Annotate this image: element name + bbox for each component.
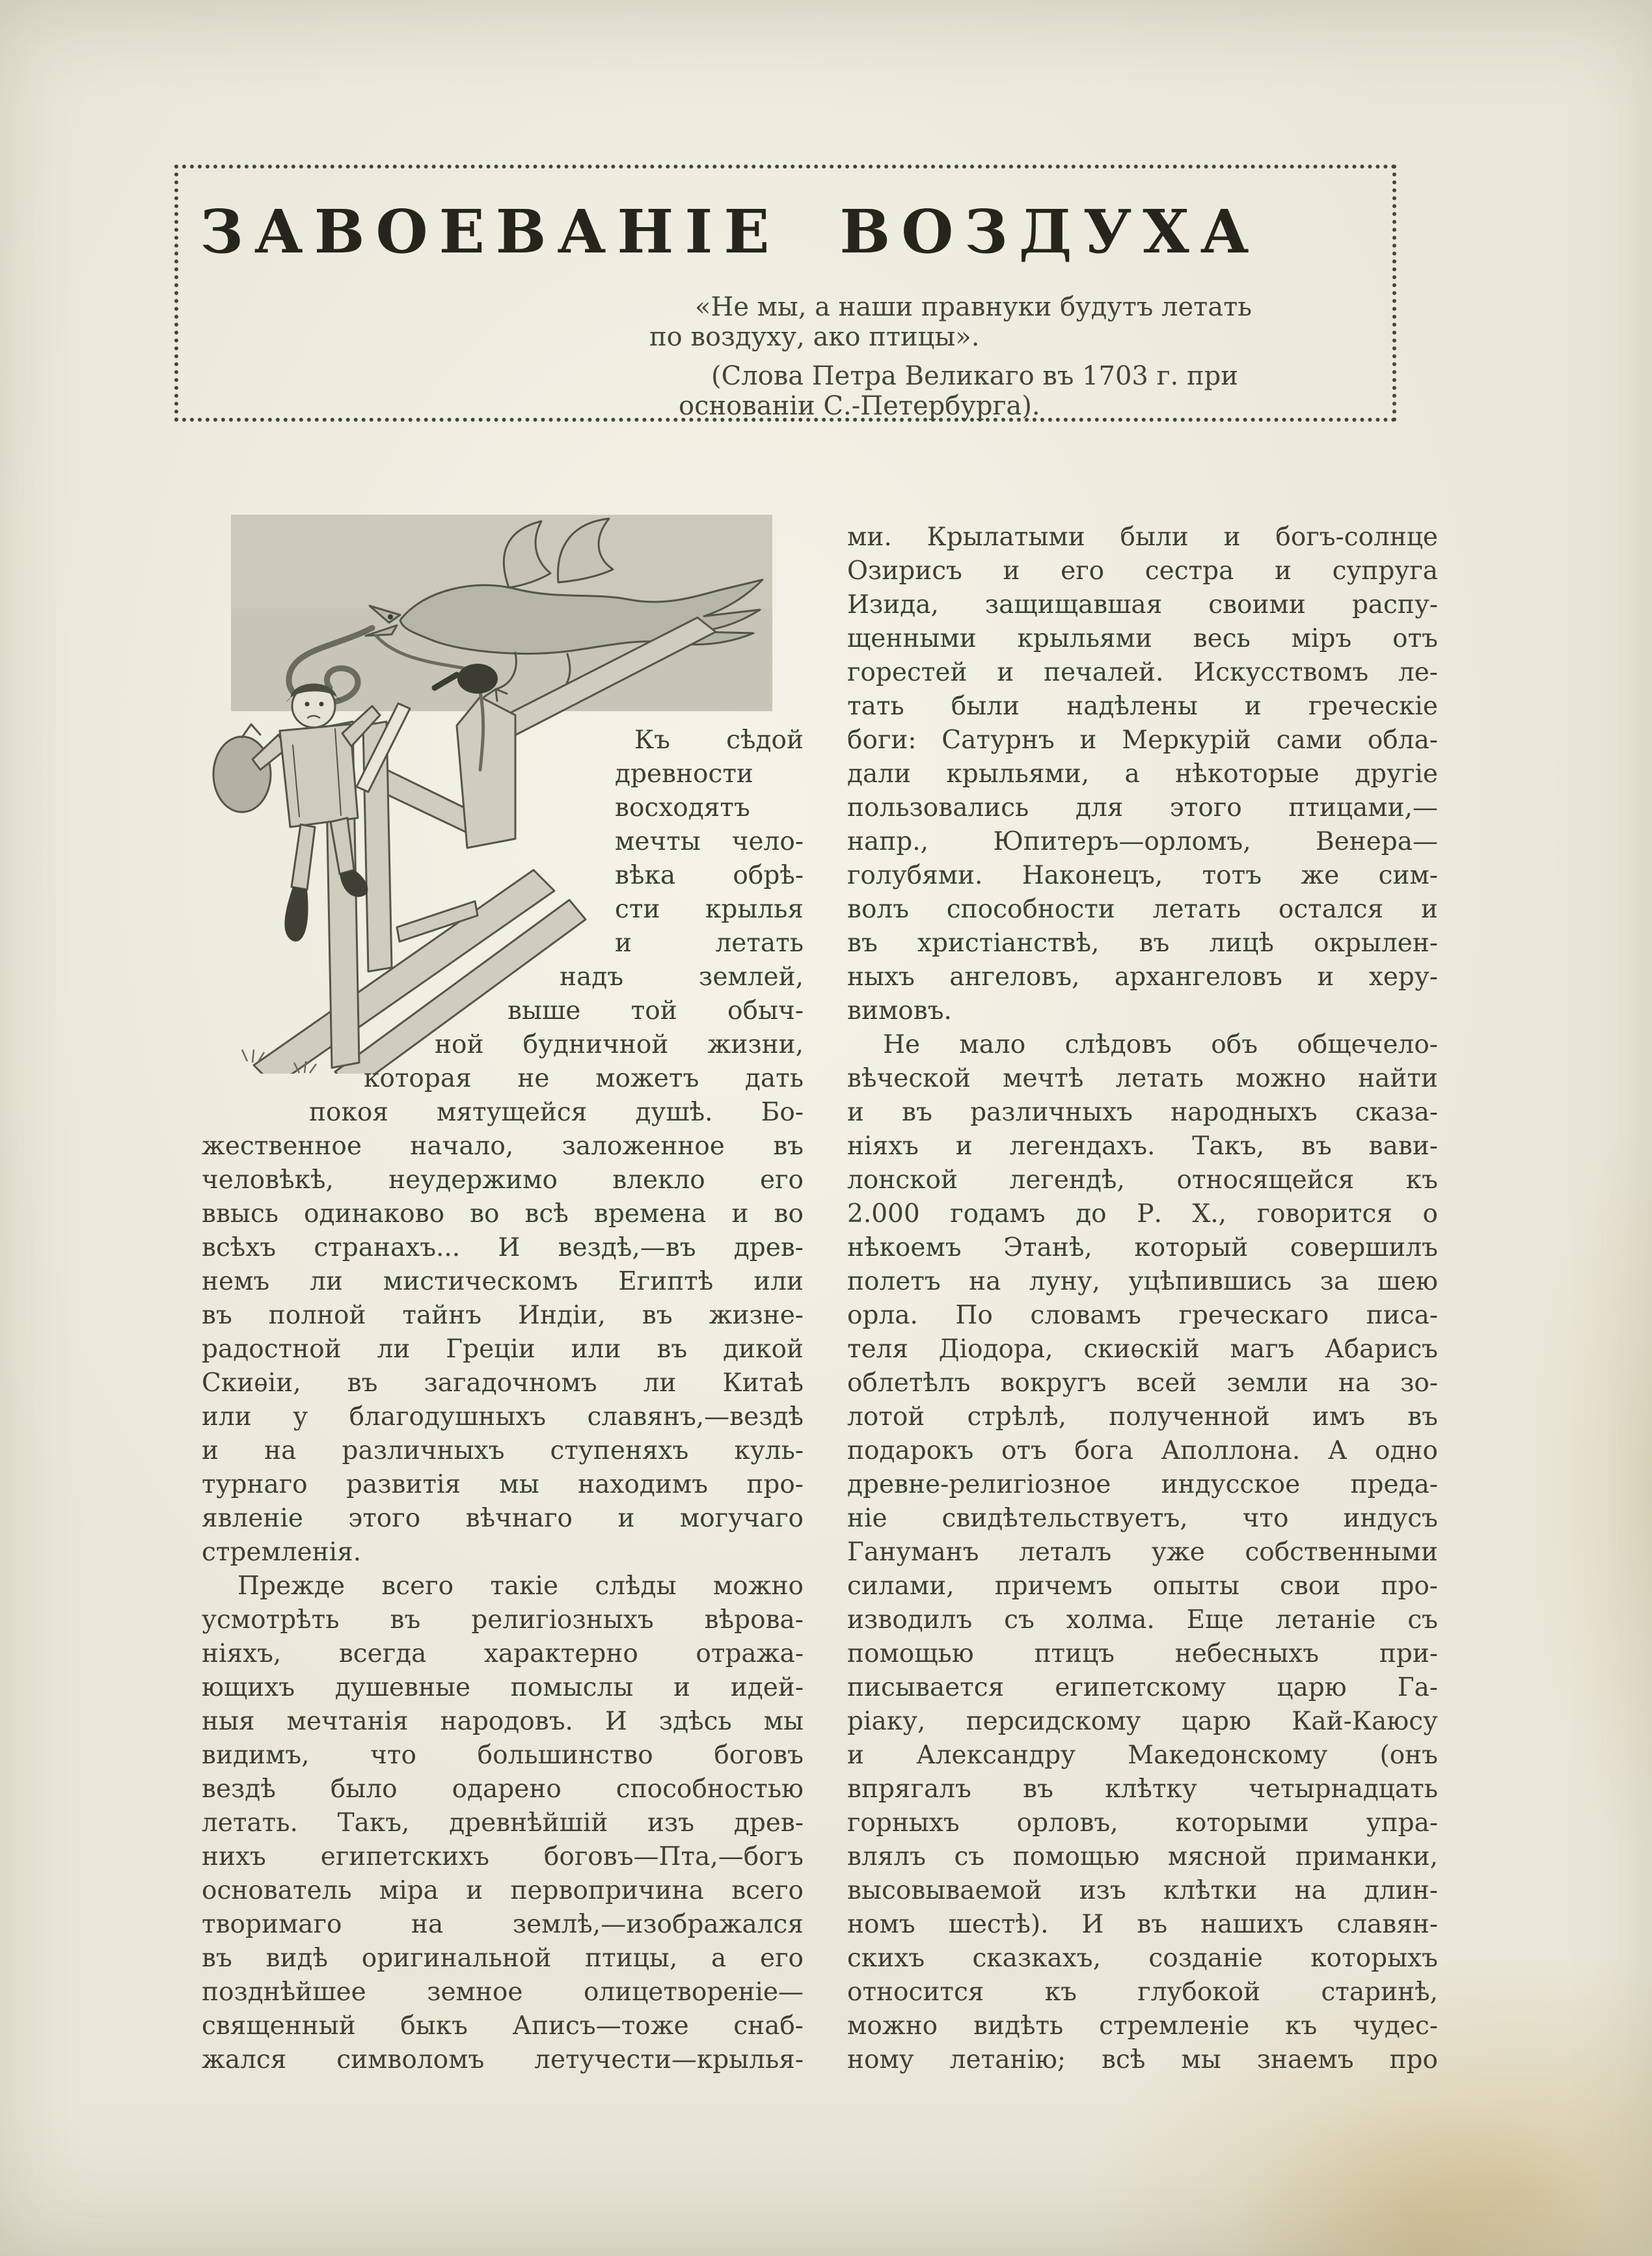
article-title: ЗАВОЕВАНІЕ ВОЗДУХА xyxy=(200,197,1260,267)
text-line: 2.000 годамъ до Р. Х., говорится о xyxy=(847,1199,1438,1229)
text-line: ной будничной жизни, xyxy=(435,1030,804,1059)
text-line: изводилъ съ холма. Еще летаніе съ xyxy=(847,1605,1438,1635)
text-line: «Не мы, а наши правнуки будутъ летать xyxy=(695,292,1252,322)
text-line: усмотрѣть въ религіозныхъ вѣрова- xyxy=(202,1605,804,1635)
text-line: ввысь одинаково во всѣ времена и во xyxy=(202,1199,804,1229)
text-line: полетъ на луну, уцѣпившись за шею xyxy=(847,1267,1438,1296)
text-line: и Александру Македонскому (онъ xyxy=(847,1741,1438,1770)
text-line: которая не можетъ дать xyxy=(364,1064,804,1093)
text-line: теля Діодора, скиѳскій магъ Абарисъ xyxy=(847,1335,1438,1364)
text-line: вѣка обрѣ- xyxy=(615,861,804,890)
text-line: жался символомъ летучести—крылья- xyxy=(202,2045,804,2074)
text-line: щенными крыльями весь міръ отъ xyxy=(847,624,1438,653)
text-line: древности xyxy=(615,759,753,789)
text-line: сти крылья xyxy=(615,895,804,924)
text-line: пользовались для этого птицами,— xyxy=(847,793,1438,822)
text-line: (Слова Петра Великаго въ 1703 г. при xyxy=(711,361,1238,391)
text-line: писывается египетскому царю Га- xyxy=(847,1673,1438,1702)
text-line: всѣхъ странахъ... И вездѣ,—въ древ- xyxy=(202,1233,804,1262)
text-line: орла. По словамъ греческаго писа- xyxy=(847,1301,1438,1330)
text-line: голубями. Наконецъ, тотъ же сим- xyxy=(847,861,1438,890)
text-line: Озирисъ и его сестра и супруга xyxy=(847,556,1438,586)
text-line: горныхъ орловъ, которыми упра- xyxy=(847,1808,1438,1838)
text-line: мечты чело- xyxy=(615,827,804,856)
text-line: восходятъ xyxy=(615,793,750,822)
text-line: выше той обыч- xyxy=(508,996,804,1026)
text-line: по воздуху, ако птицы». xyxy=(649,322,980,352)
text-line: и летать xyxy=(615,929,804,958)
text-line: номъ шестѣ). И въ нашихъ славян- xyxy=(847,1910,1438,1939)
text-line: Изида, защищавшая своими распу- xyxy=(847,590,1438,619)
text-line: высовываемой изъ клѣтки на длин- xyxy=(847,1876,1438,1905)
text-line: вездѣ было одарено способностью xyxy=(202,1774,804,1804)
text-line: ныхъ ангеловъ, архангеловъ и херу- xyxy=(847,962,1438,992)
text-line: Скиѳіи, въ загадочномъ ли Китаѣ xyxy=(202,1368,804,1398)
text-column-right xyxy=(847,521,1438,2077)
text-line: позднѣйшее земное олицетвореніе— xyxy=(202,1977,804,2007)
text-line: ніяхъ, всегда характерно отража- xyxy=(202,1639,804,1668)
text-line: волъ способности летать остался и xyxy=(847,895,1438,924)
text-line: основатель міра и первопричина всего xyxy=(202,1876,804,1905)
title-box xyxy=(174,165,1396,422)
text-line: въ полной тайнъ Индіи, въ жизне- xyxy=(202,1301,804,1330)
text-line: напр., Юпитеръ—орломъ, Венера— xyxy=(847,827,1438,856)
text-line: помощью птицъ небесныхъ при- xyxy=(847,1639,1438,1668)
text-line: вѣческой мечтѣ летать можно найти xyxy=(847,1064,1438,1093)
text-line: или у благодушныхъ славянъ,—вездѣ xyxy=(202,1402,804,1432)
text-line: подарокъ отъ бога Аполлона. А одно xyxy=(847,1436,1438,1465)
text-line: ющихъ душевные помыслы и идей- xyxy=(202,1673,804,1702)
text-line: человѣкѣ, неудержимо влекло его xyxy=(202,1165,804,1195)
text-line: въ христіанствѣ, въ лицѣ окрылен- xyxy=(847,929,1438,958)
text-line: стремленія. xyxy=(202,1538,362,1567)
text-line: Не мало слѣдовъ объ общечело- xyxy=(883,1030,1438,1059)
text-line: лонской легендѣ, относящейся къ xyxy=(847,1165,1438,1195)
text-line: летать. Такъ, древнѣйшій изъ древ- xyxy=(202,1808,804,1838)
text-line: священный быкъ Аписъ—тоже снаб- xyxy=(202,2011,804,2041)
text-line: надъ землей, xyxy=(560,962,804,992)
text-line: Гануманъ леталъ уже собственными xyxy=(847,1538,1438,1567)
text-line: ми. Крылатыми были и богъ-солнце xyxy=(847,523,1438,552)
text-line: облетѣлъ вокругъ всей земли на зо- xyxy=(847,1368,1438,1398)
text-column-left xyxy=(202,521,804,2077)
text-line: въ видѣ оригинальной птицы, а его xyxy=(202,1944,804,1973)
text-line: боги: Сатурнъ и Меркурій сами обла- xyxy=(847,726,1438,755)
text-line: ніяхъ и легендахъ. Такъ, въ вави- xyxy=(847,1132,1438,1161)
text-line: лотой стрѣлѣ, полученной имъ въ xyxy=(847,1402,1438,1432)
text-line: нихъ египетскихъ боговъ—Пта,—богъ xyxy=(202,1842,804,1871)
epigraph-quote xyxy=(178,292,1392,352)
text-line: радостной ли Греціи или въ дикой xyxy=(202,1335,804,1364)
text-line: турнаго развитія мы находимъ про- xyxy=(202,1470,804,1499)
text-line: скихъ сказкахъ, созданіе которыхъ xyxy=(847,1944,1438,1973)
text-line: впрягалъ въ клѣтку четырнадцать xyxy=(847,1774,1438,1804)
text-line: тать были надѣлены и греческіе xyxy=(847,692,1438,721)
text-line: ріаку, персидскому царю Кай-Каюсу xyxy=(847,1707,1438,1736)
text-line: дали крыльями, а нѣкоторые другіе xyxy=(847,759,1438,789)
text-line: Къ сѣдой xyxy=(634,726,804,755)
text-line: Прежде всего такіе слѣды можно xyxy=(237,1571,804,1601)
text-line: покоя мятущейся душѣ. Бо- xyxy=(309,1098,804,1127)
text-line: нѣкоемъ Этанѣ, который совершилъ xyxy=(847,1233,1438,1262)
text-line: вимовъ. xyxy=(847,996,952,1026)
epigraph-attribution xyxy=(178,361,1392,421)
text-line: творимаго на землѣ,—изображался xyxy=(202,1910,804,1939)
text-line: горестей и печалей. Искусствомъ ле- xyxy=(847,658,1438,687)
text-line: ніе свидѣтельствуетъ, что индусъ xyxy=(847,1504,1438,1533)
text-line: древне-религіозное индусское преда- xyxy=(847,1470,1438,1499)
text-line: и на различныхъ ступеняхъ куль- xyxy=(202,1436,804,1465)
text-line: основаніи С.-Петербурга). xyxy=(679,391,1040,421)
text-line: немъ ли мистическомъ Египтѣ или xyxy=(202,1267,804,1296)
text-line: ныя мечтанія народовъ. И здѣсь мы xyxy=(202,1707,804,1736)
text-line: ному летанію; всѣ мы знаемъ про xyxy=(847,2045,1438,2074)
text-line: явленіе этого вѣчнаго и могучаго xyxy=(202,1504,804,1533)
text-line: и въ различныхъ народныхъ сказа- xyxy=(847,1098,1438,1127)
text-line: можно видѣть стремленіе къ чудес- xyxy=(847,2011,1438,2041)
text-line: влялъ съ помощью мясной приманки, xyxy=(847,1842,1438,1871)
text-line: видимъ, что большинство боговъ xyxy=(202,1741,804,1770)
text-line: относится къ глубокой старинѣ, xyxy=(847,1977,1438,2007)
text-line: силами, причемъ опыты свои про- xyxy=(847,1571,1438,1601)
text-line: жественное начало, заложенное въ xyxy=(202,1132,804,1161)
